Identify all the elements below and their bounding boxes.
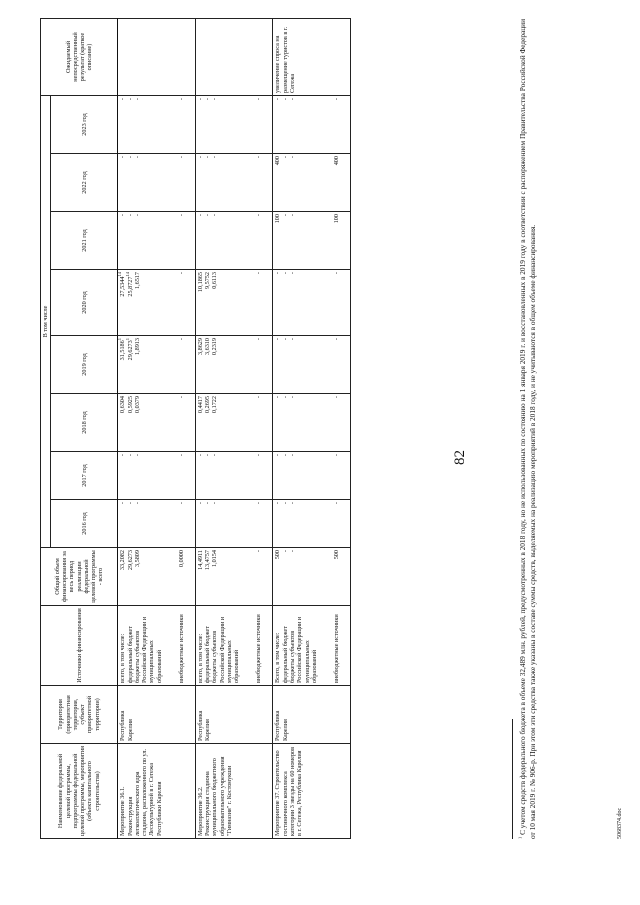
year-value: [289, 156, 333, 209]
year-value: [197, 338, 204, 391]
year-value-number: -: [333, 272, 341, 275]
year-value-number: -: [211, 502, 219, 505]
year-value: [204, 156, 211, 209]
year-value-number: 0,6113: [211, 272, 219, 289]
year-value: [282, 272, 289, 333]
year-value-number: -: [119, 98, 127, 101]
year-value: [289, 98, 333, 151]
year-value: [333, 454, 349, 497]
year-value-number: -: [119, 156, 127, 159]
table-body: [118, 19, 351, 839]
row-year-values: [195, 96, 273, 154]
row-year-values: [195, 394, 273, 452]
year-value-number: -: [333, 502, 341, 505]
year-value: [119, 214, 126, 267]
source-line: внебюджетные источники: [177, 614, 185, 683]
year-value-number: 0,0379: [133, 396, 141, 414]
year-value-number: 400: [274, 156, 282, 166]
year-value: [197, 214, 204, 267]
year-value-number: -: [196, 98, 204, 101]
year-value-number: -: [274, 272, 282, 275]
year-value: [124, 338, 134, 391]
year-value: [204, 98, 211, 151]
year-value-number: -: [289, 272, 297, 275]
year-value: [204, 214, 211, 267]
year-value: [204, 454, 211, 497]
year-value-number: -: [119, 214, 127, 217]
header-territory: Территория (приоритетная территория, субъект приоритетной территории): [41, 686, 118, 744]
year-value-number: 31,5186: [119, 340, 127, 361]
year-value: [127, 214, 134, 267]
year-value: [282, 338, 289, 391]
year-value-number: -: [196, 502, 204, 505]
year-value-number: -: [255, 502, 263, 505]
year-value: [197, 454, 204, 497]
header-year: 2022 год: [51, 154, 118, 212]
year-value-number: -: [211, 214, 219, 217]
year-value: [197, 396, 204, 449]
year-value-number: -: [211, 156, 219, 159]
source-line: федеральный бюджет: [281, 626, 289, 683]
year-value: [211, 502, 255, 545]
year-value-number: -: [126, 214, 134, 217]
row-year-values: [118, 336, 196, 394]
row-year-values: [273, 394, 351, 452]
year-value: [134, 502, 178, 545]
year-value: [204, 272, 211, 333]
year-value: [274, 454, 281, 497]
year-value: [127, 396, 134, 449]
footnote-ref: 14: [124, 272, 130, 277]
year-value-number: 0,5925: [126, 396, 134, 414]
year-value-number: 3,6310: [204, 338, 212, 356]
total-value: 1,0154: [211, 550, 219, 568]
year-value: [119, 396, 126, 449]
year-value-number: -: [196, 156, 204, 159]
year-value: [127, 454, 134, 497]
year-value-number: -: [177, 272, 185, 275]
year-value: [255, 502, 271, 545]
footnote-ref: 1: [117, 338, 123, 341]
year-value-number: -: [177, 454, 185, 457]
year-value-number: -: [177, 396, 185, 399]
table-row: [195, 19, 273, 839]
year-value: [127, 502, 134, 545]
header-year: 2023 год: [51, 96, 118, 154]
row-year-values: [195, 270, 273, 336]
row-year-values: [195, 452, 273, 500]
year-value-number: -: [255, 156, 263, 159]
year-value-number: -: [281, 502, 289, 505]
year-value-number: -: [281, 396, 289, 399]
year-value-number: -: [274, 396, 282, 399]
year-value-number: -: [333, 454, 341, 457]
row-result: [195, 19, 273, 96]
row-sources: [195, 606, 273, 686]
year-value-number: -: [333, 338, 341, 341]
year-value: [255, 396, 271, 449]
year-value: [282, 98, 289, 151]
row-year-values: [118, 394, 196, 452]
year-value-number: 400: [333, 156, 341, 166]
year-value: [333, 156, 349, 209]
row-year-values: [118, 154, 196, 212]
year-value: [178, 454, 194, 497]
year-value: [134, 272, 178, 333]
year-value-number: -: [281, 98, 289, 101]
header-year: 2018 год: [51, 394, 118, 452]
header-year: 2017 год: [51, 452, 118, 500]
year-value-number: -: [126, 156, 134, 159]
year-value-number: -: [255, 272, 263, 275]
year-value-number: 29,6273: [126, 340, 134, 361]
year-value: [282, 396, 289, 449]
footnote-ref: 1: [124, 338, 130, 341]
year-value-number: -: [289, 98, 297, 101]
year-value-number: 27,5344: [119, 276, 127, 297]
year-value-number: -: [289, 502, 297, 505]
year-value-number: -: [274, 338, 282, 341]
year-value: [255, 272, 271, 333]
footnote-marker: 1: [517, 836, 523, 839]
year-value-number: 10,1865: [196, 272, 204, 293]
row-year-values: [195, 212, 273, 270]
footnote-ref: 14: [117, 272, 123, 277]
year-value-number: -: [177, 156, 185, 159]
year-value-number: -: [133, 98, 141, 101]
row-year-values: [273, 270, 351, 336]
year-value-number: -: [177, 214, 185, 217]
year-value-number: -: [204, 214, 212, 217]
source-line: федеральный бюджет: [126, 626, 134, 683]
year-value: [333, 214, 349, 267]
year-value-number: -: [255, 338, 263, 341]
source-line: бюджеты субъектов Российской Федерации и муниципальных образований: [133, 616, 163, 683]
year-value-number: -: [133, 454, 141, 457]
row-year-values: [273, 154, 351, 212]
year-value-number: -: [281, 214, 289, 217]
year-value: [124, 272, 134, 333]
year-value-number: 9,5752: [204, 272, 212, 290]
document-id: 5068374.doc: [617, 807, 623, 839]
year-value: [333, 98, 349, 151]
year-value-number: -: [281, 338, 289, 341]
row-name: Мероприятие 36.2. Реконструкция стадиона муниципального бюджетного образовательного учреждения "Гимназия" г. Костомукши: [195, 744, 273, 839]
year-value: [274, 272, 281, 333]
row-year-values: [195, 500, 273, 548]
year-value-number: -: [289, 396, 297, 399]
year-value: [178, 338, 194, 391]
year-value-number: 100: [274, 214, 282, 224]
year-value: [211, 338, 255, 391]
row-total: [118, 548, 196, 606]
year-value: [178, 502, 194, 545]
year-value: [255, 156, 271, 209]
year-value: [282, 214, 289, 267]
year-value: [333, 272, 349, 333]
year-value: [289, 338, 333, 391]
footnote-text: С учетом средств федерального бюджета в объеме 32,489 млн. рублей, предусмотренных в 2018 году, но не использованных по состоянию на 1 января 2019 г. и восстановленных в 2019 году в соответствии с распоряжением Правительства Российской Федерации от 10 мая 2019 г. № 906-р. При этом эти средства также указаны в составе суммы средств, выделяемых на реализацию мероприятий в 2018 году, и не учитываются в общем объеме финансирования.: [518, 19, 537, 839]
year-value-number: -: [211, 454, 219, 457]
header-sources: Источники финансирования: [41, 606, 118, 686]
total-value: -: [255, 550, 263, 553]
year-value: [289, 454, 333, 497]
year-value-number: -: [289, 214, 297, 217]
total-value: 29,6273: [126, 550, 134, 571]
total-value: 33,2082: [119, 550, 127, 571]
year-value-number: -: [281, 454, 289, 457]
row-territory: Республика Карелия: [195, 686, 273, 744]
year-value: [178, 272, 194, 333]
row-year-values: [118, 452, 196, 500]
header-result: Ожидаемый непосредственный результат (краткое описание): [41, 19, 118, 96]
year-value-number: -: [126, 502, 134, 505]
year-value: [134, 396, 178, 449]
year-value: [211, 98, 255, 151]
year-value-number: 0,1722: [211, 396, 219, 414]
year-value: [197, 272, 204, 333]
header-year: 2020 год: [51, 270, 118, 336]
year-value-number: -: [289, 338, 297, 341]
year-value: [134, 214, 178, 267]
year-value: [197, 156, 204, 209]
year-value: [178, 214, 194, 267]
year-value: [255, 214, 271, 267]
row-result: [118, 19, 196, 96]
row-year-values: [273, 336, 351, 394]
year-value: [282, 454, 289, 497]
year-value-number: -: [133, 214, 141, 217]
row-result: увеличение спроса на размещение туристов в г. Сегежа: [273, 19, 351, 96]
source-line: внебюджетные источники: [255, 614, 263, 683]
year-value-number: -: [204, 502, 212, 505]
year-value-number: -: [177, 338, 185, 341]
year-value-number: 0,6304: [119, 396, 127, 414]
header-name: Наименование федеральной целевой программы, подпрограммы федеральной целевой программы, мероприятия (объекта капитального строительства): [41, 744, 118, 839]
year-value: [274, 338, 281, 391]
year-value: [119, 272, 126, 333]
header-row-1: [41, 19, 51, 839]
year-value: [119, 338, 126, 391]
source-line: бюджеты субъектов Российской Федерации и муниципальных образований: [289, 616, 318, 683]
year-value-number: -: [133, 156, 141, 159]
header-group: В том числе: [41, 96, 51, 548]
row-sources: [273, 606, 351, 686]
year-value-number: 1,6517: [133, 272, 141, 290]
source-line: внебюджетные источники: [333, 614, 341, 683]
year-value-number: -: [281, 156, 289, 159]
year-value-number: 0,2319: [211, 338, 219, 356]
row-year-values: [118, 212, 196, 270]
row-year-values: [273, 96, 351, 154]
year-value: [289, 214, 333, 267]
year-value: [255, 98, 271, 151]
year-value: [211, 272, 255, 333]
year-value: [333, 338, 349, 391]
year-value: [197, 502, 204, 545]
year-value: [178, 156, 194, 209]
table-row: [273, 19, 351, 839]
year-value-number: -: [204, 454, 212, 457]
year-value: [204, 338, 211, 391]
year-value: [127, 156, 134, 209]
year-value: [211, 396, 255, 449]
year-value: [289, 396, 333, 449]
year-value-number: -: [274, 454, 282, 457]
year-value-number: -: [126, 454, 134, 457]
year-value: [119, 502, 126, 545]
header-year: 2021 год: [51, 212, 118, 270]
source-line: федеральный бюджет: [204, 626, 212, 683]
row-year-values: [118, 500, 196, 548]
year-value-number: -: [119, 502, 127, 505]
year-value: [282, 502, 289, 545]
year-value: [134, 98, 178, 151]
year-value-number: -: [119, 454, 127, 457]
footnote-separator: [512, 719, 513, 839]
year-value-number: -: [255, 214, 263, 217]
row-territory: Республика Карелия: [118, 686, 196, 744]
year-value-number: 0,4417: [196, 396, 204, 414]
year-value-number: -: [126, 98, 134, 101]
header-total: Общий объем финансирования за весь период реализации федеральной целевой программы - всего: [41, 548, 118, 606]
year-value: [178, 396, 194, 449]
table-row: [118, 19, 196, 839]
page-number: 82: [452, 450, 468, 465]
year-value: [119, 156, 126, 209]
year-value-number: -: [274, 98, 282, 101]
total-value: 500: [274, 550, 282, 560]
total-value: -: [289, 550, 297, 553]
footnote: [518, 19, 537, 839]
row-sources: [118, 606, 196, 686]
year-value-number: -: [133, 502, 141, 505]
row-territory: Республика Карелия: [273, 686, 351, 744]
year-value-number: -: [177, 502, 185, 505]
row-year-values: [195, 336, 273, 394]
year-value-number: 100: [333, 214, 341, 224]
year-value: [204, 396, 211, 449]
source-line: всего, в том числе:: [196, 633, 204, 683]
year-value: [134, 454, 178, 497]
year-value-number: -: [281, 272, 289, 275]
row-year-values: [273, 212, 351, 270]
row-year-values: [118, 270, 196, 336]
year-value: [274, 502, 281, 545]
source-line: бюджеты субъектов Российской Федерации и муниципальных образований: [211, 616, 241, 683]
year-value: [333, 502, 349, 545]
year-value-number: -: [333, 396, 341, 399]
year-value: [289, 272, 333, 333]
year-value-number: -: [211, 98, 219, 101]
row-total: [195, 548, 273, 606]
year-value: [274, 98, 281, 151]
year-value: [119, 98, 126, 151]
header-year: 2016 год: [51, 500, 118, 548]
total-value: 3,5809: [133, 550, 141, 568]
total-value: 13,4757: [204, 550, 212, 571]
total-value: 500: [333, 550, 341, 560]
year-value: [274, 396, 281, 449]
header-year: 2019 год: [51, 336, 118, 394]
year-value-number: -: [204, 156, 212, 159]
year-value-number: -: [274, 502, 282, 505]
funding-table: [40, 18, 351, 839]
year-value: [119, 454, 126, 497]
year-value: [134, 338, 178, 391]
year-value: [211, 156, 255, 209]
year-value: [289, 502, 333, 545]
year-value-number: 3,8629: [196, 338, 204, 356]
year-value: [134, 156, 178, 209]
row-year-values: [273, 500, 351, 548]
year-value-number: 25,8727: [126, 276, 134, 297]
year-value: [333, 396, 349, 449]
total-value: -: [281, 550, 289, 553]
year-value-number: -: [289, 454, 297, 457]
row-year-values: [273, 452, 351, 500]
total-value: 0,0000: [177, 550, 185, 568]
year-value-number: -: [255, 396, 263, 399]
year-value-number: -: [177, 98, 185, 101]
row-name: Мероприятие 37. Строительство гостиничного комплекса категории 3 звезды на 60 номеров в г. Сегежа, Республика Карелия: [273, 744, 351, 839]
year-value: [197, 98, 204, 151]
row-year-values: [195, 154, 273, 212]
year-value-number: -: [255, 98, 263, 101]
year-value: [255, 454, 271, 497]
year-value: [178, 98, 194, 151]
row-name: Мероприятие 36.1. Реконструкция легкоатлетического ядра стадиона, расположенного по ул. Лесокультурной в г. Сегежа Республики Карелия: [118, 744, 196, 839]
year-value-number: 0,2695: [204, 396, 212, 414]
row-total: [273, 548, 351, 606]
year-value: [255, 338, 271, 391]
year-value: [274, 214, 281, 267]
year-value-number: -: [289, 156, 297, 159]
total-value: 14,4911: [196, 550, 204, 570]
year-value-number: 1,8913: [133, 338, 141, 356]
year-value: [204, 502, 211, 545]
year-value-number: -: [255, 454, 263, 457]
year-value: [127, 98, 134, 151]
year-value: [274, 156, 281, 209]
source-line: Всего, в том числе:: [274, 632, 282, 683]
year-value: [211, 454, 255, 497]
year-value-number: -: [196, 214, 204, 217]
year-value: [282, 156, 289, 209]
source-line: всего, в том числе:: [119, 633, 127, 683]
year-value-number: -: [196, 454, 204, 457]
year-value-number: -: [204, 98, 212, 101]
year-value: [211, 214, 255, 267]
year-value-number: -: [333, 98, 341, 101]
row-year-values: [118, 96, 196, 154]
